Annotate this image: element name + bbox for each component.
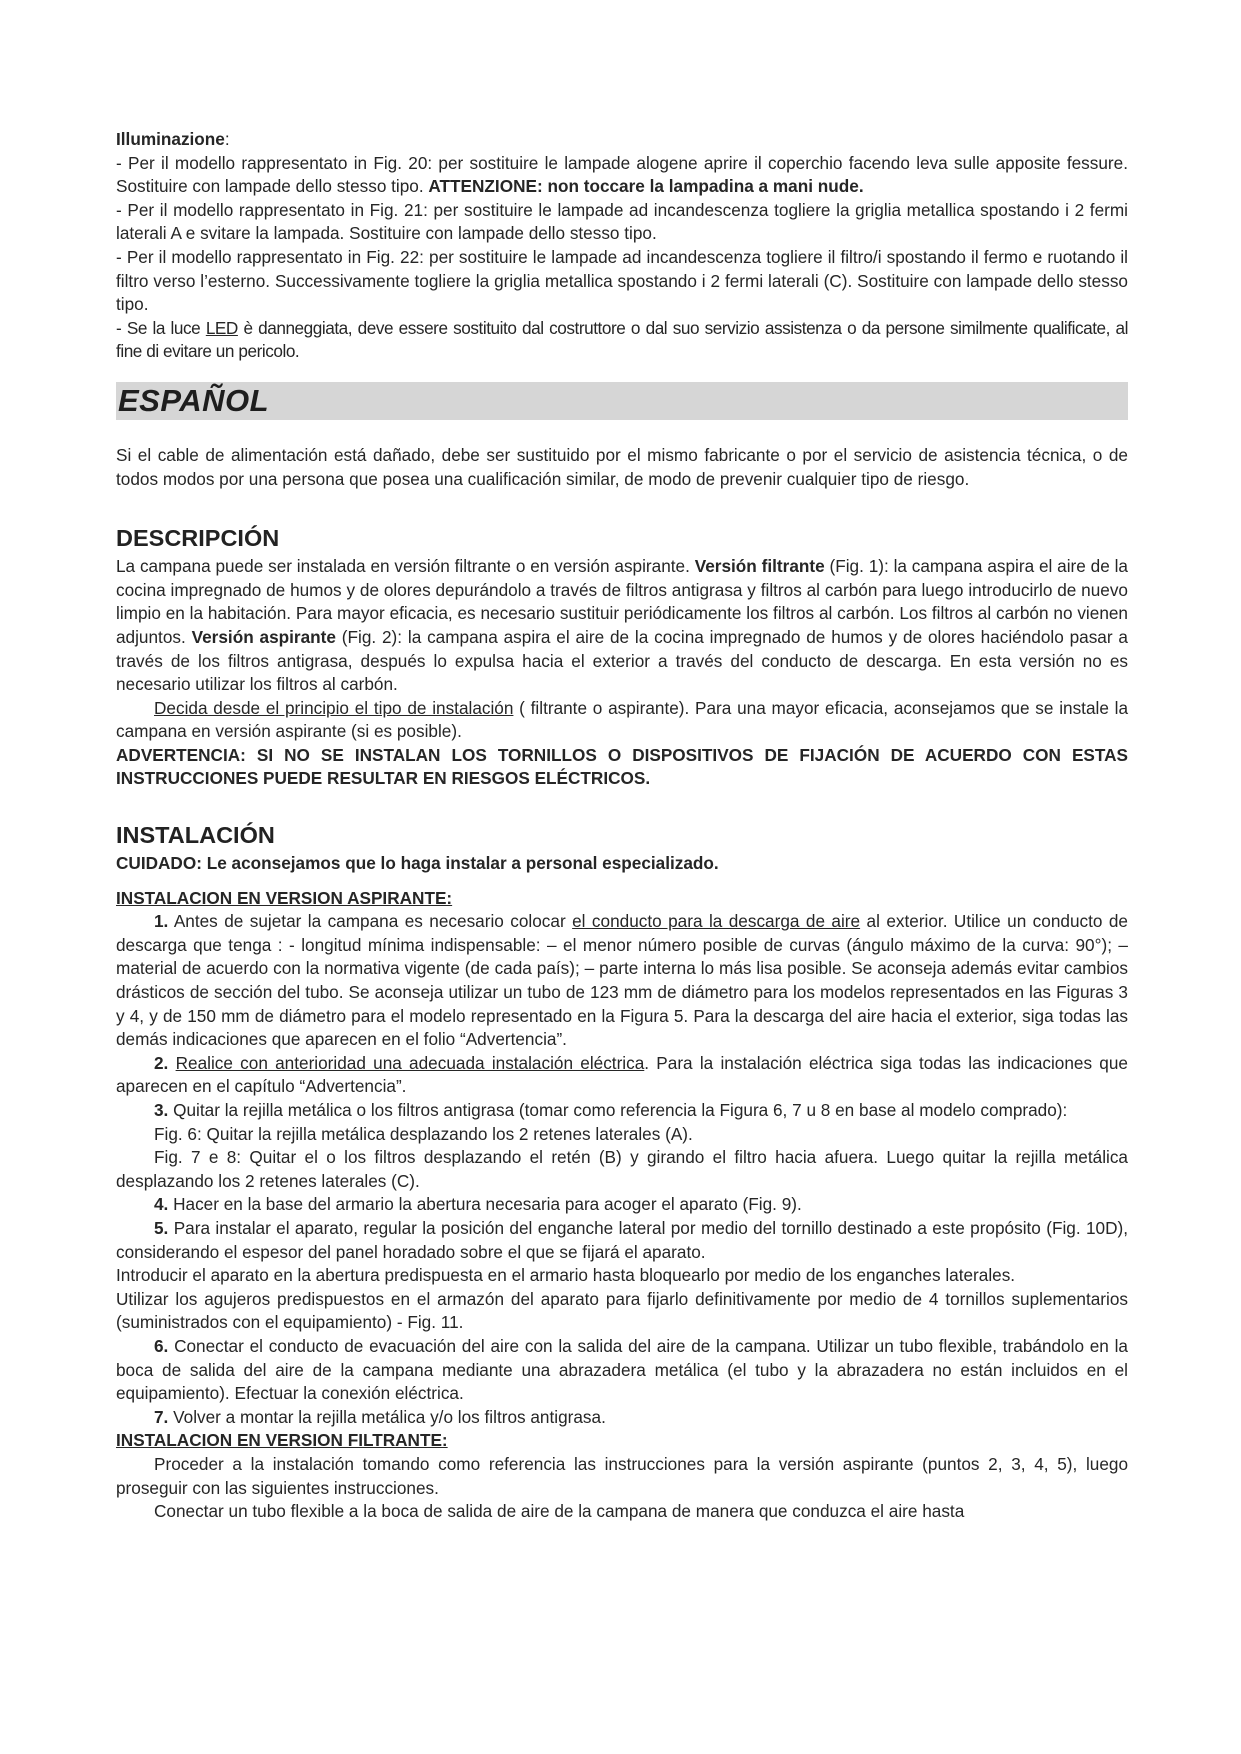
filtrante-heading: INSTALACION EN VERSION FILTRANTE:	[116, 1430, 448, 1451]
step-number: 7.	[154, 1406, 169, 1427]
text-fragment: è danneggiata, deve essere sostituito dal costruttore o dal suo servizio assistenza o da persone similmente qualificate, al fine di evitare un pericolo.	[116, 317, 1129, 362]
text-fragment: Para instalar el aparato, regular la posición del enganche lateral por medio del tornillo destinado a este propósito (Fig. 10D), considerando el espesor del panel horadado sobre el que se fijará el aparato.	[116, 1217, 1128, 1262]
step-5-introducir: Introducir el aparato en la abertura predispuesta en el armario hasta bloquearlo por medio de los enganches laterales.	[116, 1265, 1016, 1286]
step-number: 2.	[154, 1052, 169, 1073]
filtrante-paragraph-2: Conectar un tubo flexible a la boca de salida de aire de la campana de manera que conduzca el aire hasta	[154, 1501, 965, 1522]
intro-cable-notice: Si el cable de alimentación está dañado, debe ser sustituido por el mismo fabricante o por el servicio de asistencia técnica, o de todos modos por una persona que posea una cualificación similar, de modo de prevenir cualquier tipo de riesgo.	[116, 444, 1128, 489]
step-3-fig78: Fig. 7 e 8: Quitar el o los filtros desplazando el retén (B) y girando el filtro hacia afuera. Luego quitar la rejilla metálica desplazando los 2 retenes laterales (C).	[116, 1147, 1128, 1191]
language-section-bar	[116, 382, 1128, 420]
descripcion-decide-paragraph	[116, 697, 1128, 744]
attenzione-warning: ATTENZIONE: non toccare la lampadina a mani nude.	[428, 176, 864, 197]
step-6	[116, 1335, 1128, 1406]
page-content	[116, 128, 1128, 1524]
step-number: 1.	[154, 911, 169, 932]
illuminazione-fig20	[116, 152, 1128, 199]
step-1	[116, 910, 1128, 1052]
text-fragment: ( filtrante o aspirante). Para una mayor eficacia, aconsejamos que se instale la campana en versión aspirante (si es posible).	[116, 697, 1129, 742]
language-title: ESPAÑOL	[118, 382, 270, 418]
step-3	[116, 1099, 1128, 1123]
led-term: LED	[205, 317, 238, 338]
decide-underlined: Decida desde el principio el tipo de instalación	[154, 697, 514, 718]
step-7	[116, 1406, 1128, 1430]
step-2	[116, 1052, 1128, 1099]
filtrante-paragraph-1: Proceder a la instalación tomando como referencia las instrucciones para la versión aspirante (puntos 2, 3, 4, 5), luego proseguir con las siguientes instrucciones.	[116, 1453, 1128, 1498]
advertencia-warning: ADVERTENCIA: SI NO SE INSTALAN LOS TORNILLOS O DISPOSITIVOS DE FIJACIÓN DE ACUERDO CON ESTAS INSTRUCCIONES PUEDE RESULTAR EN RIESGOS ELÉCTRICOS.	[116, 744, 1128, 789]
text-fragment: (Fig. 1): la campana aspira el aire de la cocina impregnado de humos y de olores depurándolo a través de filtros antigrasa y filtros al carbón para luego introducirlo de nuevo limpio en la habitación. Para mayor eficacia, es necesario sustituir periódicamente los filtros al carbón. Los filtros al carbón no vienen adjuntos.	[116, 556, 1128, 647]
step-number: 3.	[154, 1100, 169, 1120]
text-fragment: - Se la luce	[116, 317, 206, 338]
text-fragment: (Fig. 2): la campana aspira el aire de la cocina impregnado de humos y de olores haciéndolo pasar a través de los filtros antigrasa, después lo expulsa hacia el exterior a través del conducto de descarga. En esta versión no es necesario utilizar los filtros al carbón.	[116, 626, 1128, 695]
step-number: 4.	[154, 1194, 169, 1215]
text-fragment: La campana puede ser instalada en versión filtrante o en versión aspirante.	[116, 556, 695, 577]
aspirante-heading: INSTALACION EN VERSION ASPIRANTE:	[116, 887, 453, 908]
illuminazione-heading	[116, 128, 1128, 152]
step-number: 5.	[154, 1217, 169, 1238]
descripcion-title: DESCRIPCIÓN	[116, 525, 280, 552]
illuminazione-colon: :	[224, 129, 230, 149]
illuminazione-led	[116, 317, 1128, 364]
text-fragment: Volver a montar la rejilla metálica y/o los filtros antigrasa.	[168, 1406, 606, 1427]
spacer	[116, 876, 1128, 887]
step-number: 6.	[154, 1335, 169, 1356]
text-fragment: Quitar la rejilla metálica o los filtros antigrasa (tomar como referencia la Figura 6, 7 u 8 en base al modelo comprado):	[168, 1100, 1068, 1120]
text-fragment: - Per il modello rappresentato in Fig. 20: per sostituire le lampade alogene aprire il coperchio facendo leva sulle apposite fessure. Sostituire con lampade dello stesso tipo.	[116, 152, 1128, 197]
text-fragment: Antes de sujetar la campana es necesario colocar	[168, 911, 573, 932]
illuminazione-fig22: - Per il modello rappresentato in Fig. 22: per sostituire le lampade ad incandescenza togliere il filtro/i spostando il fermo e ruotando il filtro verso l’esterno. Successivamente togliere la griglia metallica spostando i 2 fermi laterali (C). Sostituire con lampade dello stesso tipo.	[116, 246, 1128, 315]
illuminazione-title: Illuminazione	[116, 129, 225, 149]
step-5	[116, 1217, 1128, 1264]
instalacion-electrica-underlined: Realice con anterioridad una adecuada instalación eléctrica	[175, 1052, 645, 1073]
step-4	[116, 1193, 1128, 1217]
descripcion-paragraph	[116, 555, 1128, 697]
step-5-utilizar: Utilizar los agujeros predispuestos en el armazón del aparato para fijarlo definitivamente por medio de 4 tornillos suplementarios (suministrados con el equipamiento) - Fig. 11.	[116, 1288, 1128, 1333]
text-fragment: . Para la instalación eléctrica siga todas las indicaciones que aparecen en el capítulo “Advertencia”.	[116, 1052, 1128, 1097]
text-fragment: Hacer en la base del armario la abertura necesaria para acoger el aparato (Fig. 9).	[168, 1194, 802, 1215]
conducto-underlined: el conducto para la descarga de aire	[572, 911, 861, 932]
cuidado-note: CUIDADO: Le aconsejamos que lo haga instalar a personal especializado.	[116, 853, 719, 874]
text-fragment: Conectar el conducto de evacuación del aire con la salida del aire de la campana. Utilizar un tubo flexible, trabándolo en la boca de salida del aire de la campana mediante una abrazadera metálica (el tubo y la abrazadera no están incluidos en el equipamiento). Efectuar la conexión eléctrica.	[116, 1335, 1128, 1404]
instalacion-title: INSTALACIÓN	[116, 822, 275, 849]
version-filtrante-term: Versión filtrante	[694, 556, 825, 577]
step-3-fig6: Fig. 6: Quitar la rejilla metálica desplazando los 2 retenes laterales (A).	[154, 1123, 693, 1144]
version-aspirante-term: Versión aspirante	[191, 626, 336, 647]
illuminazione-fig21: - Per il modello rappresentato in Fig. 21: per sostituire le lampade ad incandescenza togliere la griglia metallica spostando i 2 fermi laterali A e svitare la lampada. Sostituire con lampade dello stesso tipo.	[116, 199, 1128, 244]
text-fragment: al exterior. Utilice un conducto de descarga que tenga : - longitud mínima indispensable: – el menor número posible de curvas (ángulo máximo de la curva: 90°); – material de acuerdo con la normativa vigente (de cada país); – parte interna lo más lisa posible. Se aconseja además evitar cambios drásticos de sección del tubo. Se aconseja utilizar un tubo de 123 mm de diámetro para los modelos representados en las Figuras 3 y 4, y de 150 mm de diámetro para el modelo representado en la Figura 5. Para la descarga del aire hacia el exterior, siga todas las demás indicaciones que aparecen en el folio “Advertencia”.	[116, 911, 1128, 1050]
